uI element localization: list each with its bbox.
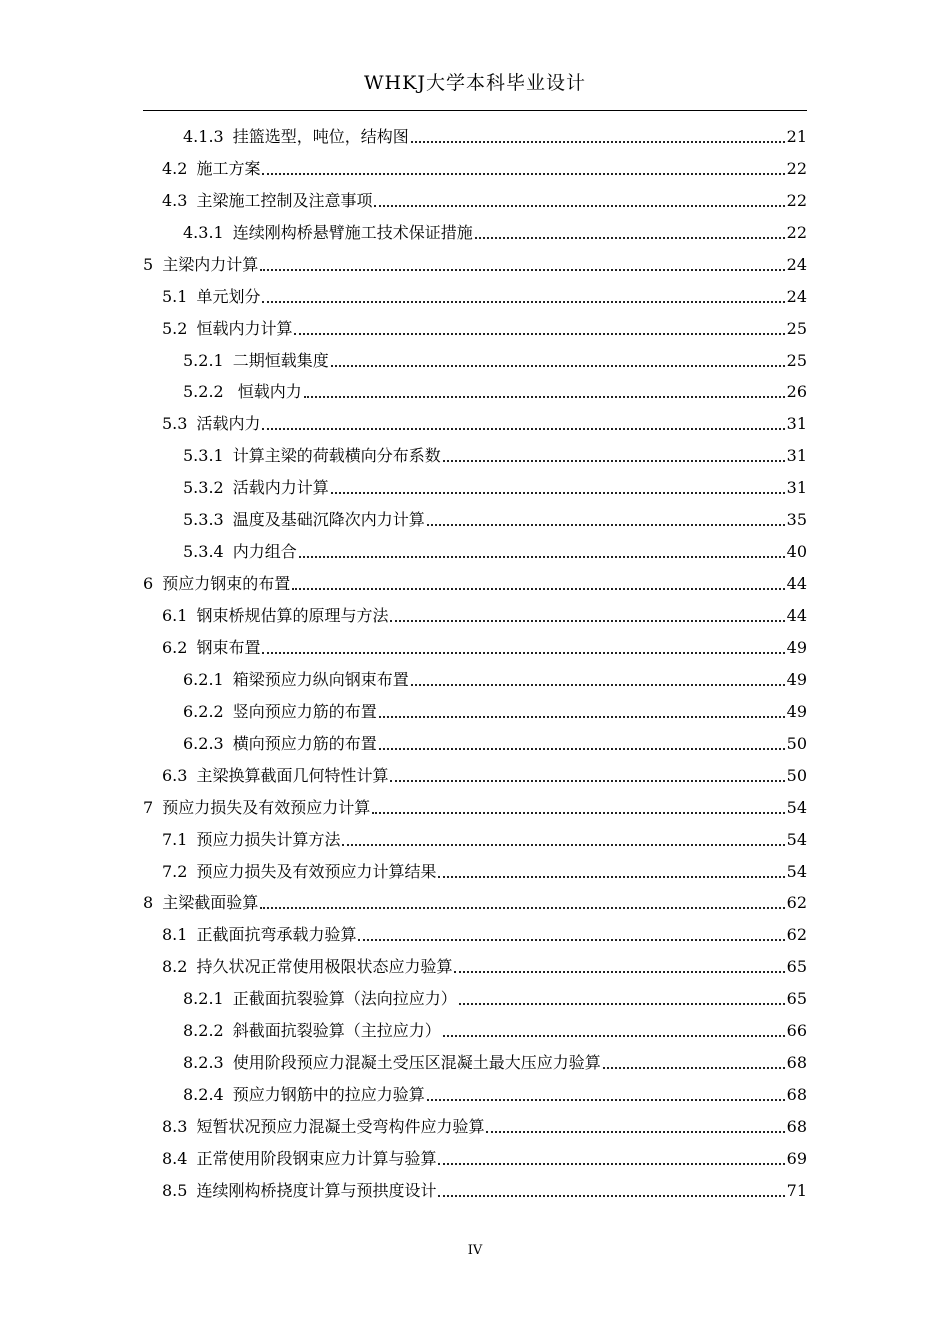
toc-entry-title: 预应力钢束的布置 [162,574,291,594]
toc-entry-page: 49 [786,701,807,721]
toc-entry-title: 连续刚构桥挠度计算与预拱度设计 [196,1180,437,1200]
toc-entry-number: 8.3 [162,1117,188,1136]
toc-entry-page: 44 [786,574,807,594]
toc-entry[interactable] [143,468,807,500]
toc-entry-number: 8.2.1 [183,989,224,1009]
toc-dot-leader [438,876,784,878]
toc-entry-number: 4.1.3 [183,126,224,146]
toc-entry-title: 钢束桥规估算的原理与方法 [196,606,389,625]
toc-dot-leader [260,269,784,271]
toc-entry-number: 8.5 [162,1180,188,1200]
toc-entry-page: 65 [786,989,807,1009]
toc-entry-number: 4.3.1 [183,222,224,242]
toc-entry-title: 二期恒载集度 [232,350,329,370]
toc-dot-leader [292,588,784,590]
toc-entry-number: 5 [143,254,154,274]
toc-entry-page: 22 [786,158,807,178]
toc-entry[interactable] [143,979,807,1011]
toc-entry[interactable] [143,788,807,820]
toc-entry-number: 6 [143,574,154,594]
toc-entry-number: 5.3 [162,414,188,434]
toc-entry-title: 预应力损失及有效预应力计算 [162,797,371,817]
page-number: IV [467,1243,483,1258]
toc-entry-number: 8.1 [162,925,188,945]
toc-dot-leader [475,237,785,239]
table-of-contents [143,117,807,1203]
toc-entry-number: 5.3.2 [183,478,224,498]
toc-entry-number: 5.3.3 [183,510,224,530]
toc-entry-number: 5.1 [162,286,188,306]
toc-entry[interactable] [143,117,807,149]
toc-entry-number: 8.2.4 [183,1085,224,1105]
toc-entry-title: 活载内力 [196,414,261,434]
toc-entry-page: 31 [786,478,807,498]
toc-entry-title: 正截面抗弯承载力验算 [196,925,357,945]
toc-entry-title: 挂篮选型，吨位，结构图 [232,126,409,146]
toc-dot-leader [331,492,785,494]
toc-entry-page: 44 [786,606,807,625]
toc-entry-page: 62 [786,893,807,913]
toc-entry-title: 连续刚构桥悬臂施工技术保证措施 [232,222,473,242]
toc-dot-leader [331,365,785,367]
toc-dot-leader [262,301,784,303]
toc-entry-number: 6.2.1 [183,669,224,689]
toc-entry-page: 69 [786,1148,807,1168]
toc-entry-number: 8.2.3 [183,1053,224,1073]
toc-entry-number: 7 [143,797,154,817]
toc-entry[interactable] [143,1107,807,1139]
toc-entry-title: 温度及基础沉降次内力计算 [232,510,425,530]
toc-entry-number: 6.3 [162,765,188,785]
toc-entry[interactable] [143,596,807,628]
toc-entry-page: 68 [786,1117,807,1136]
toc-entry[interactable] [143,1075,807,1107]
toc-entry[interactable] [143,628,807,660]
toc-dot-leader [390,780,784,782]
toc-dot-leader [390,620,784,622]
toc-dot-leader [438,1195,784,1197]
toc-entry[interactable] [143,724,807,756]
toc-entry-title: 使用阶段预应力混凝土受压区混凝土最大压应力验算 [232,1053,601,1073]
toc-dot-leader [443,1035,785,1037]
toc-entry-title: 钢束布置 [196,637,261,657]
toc-entry-title: 单元划分 [196,286,261,306]
toc-entry-page: 71 [786,1180,807,1200]
toc-entry-page: 22 [786,190,807,210]
toc-entry-title: 内力组合 [232,542,297,562]
toc-dot-leader [443,460,785,462]
toc-entry-title: 预应力钢筋中的拉应力验算 [232,1085,425,1105]
toc-entry-number: 6.2.2 [183,701,224,721]
toc-entry-page: 31 [786,414,807,434]
toc-entry-title: 主梁施工控制及注意事项 [196,190,373,210]
toc-dot-leader [411,684,785,686]
toc-entry-number: 5.3.4 [183,542,224,562]
toc-entry[interactable] [143,1011,807,1043]
toc-dot-leader [342,844,784,846]
toc-entry-page: 54 [786,797,807,817]
toc-entry[interactable] [143,436,807,468]
toc-entry-title: 持久状况正常使用极限状态应力验算 [196,957,453,977]
toc-entry[interactable] [143,756,807,788]
toc-entry-number: 6.2.3 [183,733,224,753]
toc-entry[interactable] [143,692,807,724]
toc-entry-title: 箱梁预应力纵向钢束布置 [232,669,409,689]
toc-entry-number: 6.2 [162,637,188,657]
toc-entry-number: 6.1 [162,606,188,625]
toc-entry-title: 主梁截面验算 [162,893,259,913]
toc-entry-page: 49 [786,637,807,657]
toc-entry-number: 7.2 [162,861,188,881]
toc-entry-page: 31 [786,446,807,466]
toc-dot-leader [379,716,785,718]
toc-dot-leader [374,205,784,207]
toc-entry[interactable] [143,915,807,947]
toc-entry-title: 预应力损失计算方法 [196,829,341,849]
toc-dot-leader [262,173,784,175]
toc-entry-page: 68 [786,1053,807,1073]
toc-entry-page: 54 [786,829,807,849]
toc-entry[interactable] [143,341,807,373]
toc-dot-leader [427,1099,785,1101]
toc-entry-number: 8 [143,893,154,913]
toc-entry-number: 4.2 [162,158,188,178]
toc-entry-page: 49 [786,669,807,689]
toc-entry-title: 斜截面抗裂验算（主拉应力） [232,1021,441,1041]
toc-entry-title: 正截面抗裂验算（法向拉应力） [232,989,457,1009]
toc-entry-number: 8.2 [162,957,188,977]
toc-entry-title: 恒载内力计算 [196,318,293,338]
toc-entry-title: 施工方案 [196,158,261,178]
toc-entry-title: 主梁内力计算 [162,254,259,274]
toc-entry-page: 65 [786,957,807,977]
toc-entry-page: 50 [786,765,807,785]
toc-entry-page: 68 [786,1085,807,1105]
toc-entry[interactable] [143,820,807,852]
toc-entry-title: 竖向预应力筋的布置 [232,701,377,721]
toc-entry-title: 正常使用阶段钢束应力计算与验算 [196,1148,437,1168]
toc-entry-page: 50 [786,733,807,753]
toc-entry-page: 66 [786,1021,807,1041]
toc-dot-leader [304,396,785,398]
toc-entry[interactable] [143,404,807,436]
toc-dot-leader [299,556,785,558]
toc-entry[interactable] [143,245,807,277]
toc-entry-title: 计算主梁的荷载横向分布系数 [232,446,441,466]
toc-entry-number: 5.3.1 [183,446,224,466]
toc-entry-page: 24 [786,254,807,274]
toc-entry[interactable] [143,1171,807,1203]
toc-entry-number: 8.2.2 [183,1021,224,1041]
toc-dot-leader [427,524,785,526]
page-header-title: WHKJ大学本科毕业设计 [364,72,586,94]
toc-dot-leader [372,812,784,814]
toc-dot-leader [294,333,784,335]
toc-entry[interactable] [143,660,807,692]
toc-dot-leader [262,652,784,654]
toc-entry[interactable] [143,309,807,341]
toc-entry-page: 26 [786,382,807,402]
toc-entry[interactable] [143,149,807,181]
toc-entry-number: 5.2.1 [183,350,224,370]
toc-entry-page: 54 [786,861,807,881]
toc-entry[interactable] [143,1043,807,1075]
toc-dot-leader [438,1163,784,1165]
toc-dot-leader [454,971,784,973]
toc-entry-page: 21 [786,126,807,146]
toc-entry-page: 24 [786,286,807,306]
toc-dot-leader [603,1067,785,1069]
toc-entry-page: 35 [786,510,807,530]
toc-entry-title: 恒载内力 [232,382,302,402]
toc-entry[interactable] [143,277,807,309]
toc-entry[interactable] [143,500,807,532]
toc-entry[interactable] [143,947,807,979]
toc-dot-leader [262,428,784,430]
toc-dot-leader [411,141,785,143]
toc-entry[interactable] [143,1139,807,1171]
toc-entry-number: 5.2 [162,318,188,338]
toc-entry-page: 22 [786,222,807,242]
toc-dot-leader [379,748,785,750]
toc-dot-leader [459,1003,785,1005]
toc-entry-page: 25 [786,350,807,370]
toc-dot-leader [358,939,784,941]
toc-entry-number: 8.4 [162,1148,188,1168]
toc-entry-page: 62 [786,925,807,945]
toc-entry[interactable] [143,181,807,213]
toc-entry-page: 25 [786,318,807,338]
toc-entry-number: 5.2.2 [183,382,224,402]
toc-entry[interactable] [143,373,807,405]
toc-entry-title: 预应力损失及有效预应力计算结果 [196,861,437,881]
toc-entry-page: 40 [786,542,807,562]
toc-entry[interactable] [143,884,807,916]
toc-entry-title: 活载内力计算 [232,478,329,498]
toc-entry[interactable] [143,852,807,884]
toc-entry[interactable] [143,564,807,596]
toc-entry-title: 短暂状况预应力混凝土受弯构件应力验算 [196,1117,485,1136]
toc-dot-leader [260,907,784,909]
toc-entry[interactable] [143,532,807,564]
toc-entry-number: 4.3 [162,190,188,210]
header-rule [143,110,807,111]
toc-entry[interactable] [143,213,807,245]
toc-entry-number: 7.1 [162,829,188,849]
toc-entry-title: 横向预应力筋的布置 [232,733,377,753]
toc-entry-title: 主梁换算截面几何特性计算 [196,765,389,785]
toc-dot-leader [486,1131,784,1133]
